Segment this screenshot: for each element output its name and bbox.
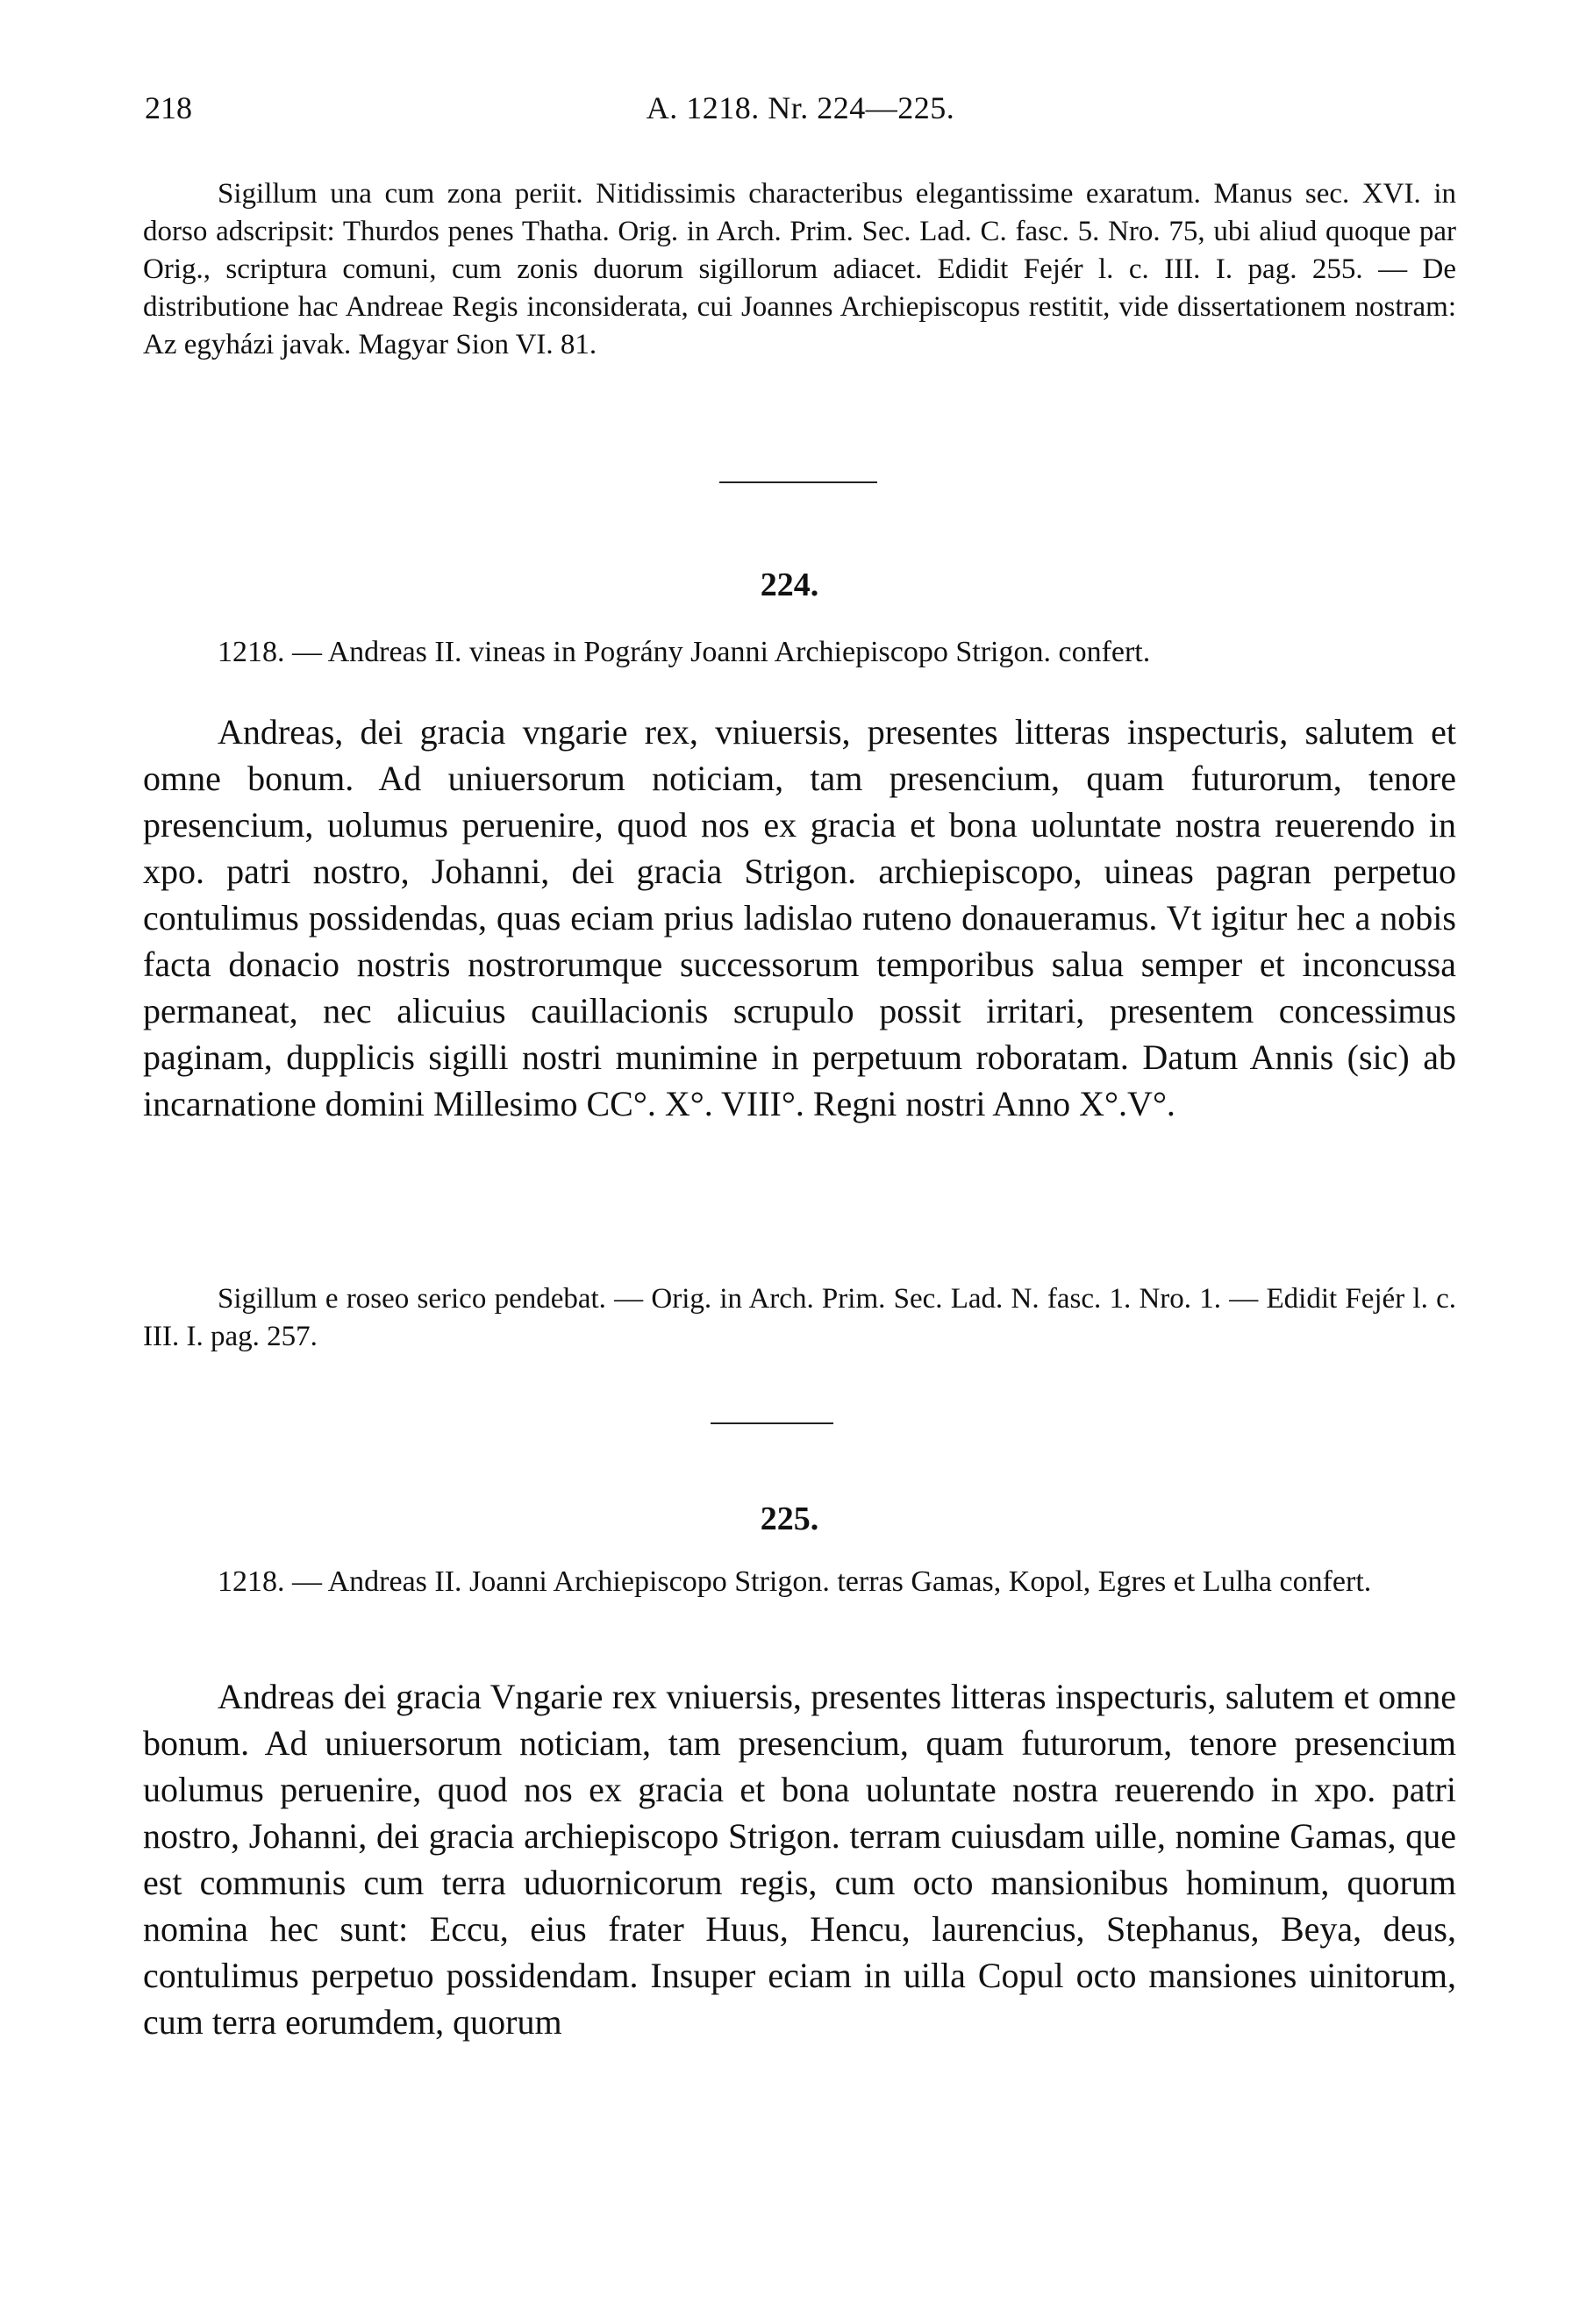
document-number-225: 225.	[760, 1501, 819, 1537]
charter-text-225: Andreas dei gracia Vngarie rex vniuersis, presentes litteras inspecturis, salutem et omne bonum. Ad uniuersorum noticiam, tam presencium, quam futurorum, tenore presencium uolumus peruenire, quod nos ex gracia et bona uoluntate nostra reuerendo in xpo. patri nostro, Johanni, dei gracia archiepiscopo Strigon. terram cuiusdam uille, nomine Gamas, que est communis cum terra uduornicorum regis, cum octo mansionibus hominum, quorum nomina hec sunt: Eccu, eius frater Huus, Hencu, laurencius, Stephanus, Beya, deus, contulimus perpetuo possidendam. Insuper eciam in uilla Copul octo mansiones uinitorum, cum terra eorumdem, quorum	[143, 1677, 1456, 2042]
document-summary-224: 1218. — Andreas II. vineas in Pográny Joanni Archiepiscopo Strigon. confert.	[218, 636, 1151, 668]
page-number: 218	[145, 90, 192, 125]
page-header	[145, 89, 1456, 133]
document-summary-225: 1218. — Andreas II. Joanni Archiepiscopo Strigon. terras Gamas, Kopol, Egres et Lulha confert.	[218, 1565, 1372, 1598]
preceding-document-note: Sigillum una cum zona periit. Nitidissimis characteribus elegantissime exaratum. Manus sec. XVI. in dorso adscripsit: Thurdos penes Thatha. Orig. in Arch. Prim. Sec. Lad. C. fasc. 5. Nro. 75, ubi aliud quoque par Orig., scriptura comuni, cum zonis duorum sigillorum adiacet. Edidit Fejér l. c. III. I. pag. 255. — De distributione hac Andreae Regis inconsiderata, cui Joannes Archiepiscopus restitit, vide dissertationem nostram: Az egyházi javak. Magyar Sion VI. 81.	[143, 178, 1456, 360]
preceding-note-block	[143, 175, 1456, 364]
document-number-224: 224.	[760, 567, 819, 603]
section-divider-2	[711, 1422, 833, 1424]
summary-225-block	[143, 1563, 1456, 1601]
charter-text-224: Andreas, dei gracia vngarie rex, vniuersis, presentes litteras inspecturis, salutem et omne bonum. Ad uniuersorum noticiam, tam presencium, quam futurorum, tenore presencium, uolumus peruenire, quod nos ex gracia et bona uoluntate nostra reuerendo in xpo. patri nostro, Johanni, dei gracia Strigon. archiepiscopo, uineas pagran perpetuo contulimus possidendas, quas eciam prius ladislao ruteno donaueramus. Vt igitur hec a nobis facta donacio nostris nostrorumque successorum temporibus salua semper et inconcussa permaneat, nec alicuius cauillacionis scrupulo possit irritari, presentem concessimus paginam, dupplicis sigilli nostri munimine in perpetuum roboratam. Datum Annis (sic) ab incarnatione domini Millesimo CC°. X°. VIII°. Regni nostri Anno X°.V°.	[143, 712, 1456, 1123]
document-note-224: Sigillum e roseo serico pendebat. — Orig. in Arch. Prim. Sec. Lad. N. fasc. 1. Nro. 1. — Edidit Fejér l. c. III. I. pag. 257.	[143, 1283, 1456, 1352]
note-224-block	[143, 1280, 1456, 1356]
summary-224-block	[143, 633, 1456, 672]
charter-text-224-block	[143, 709, 1456, 1127]
section-divider	[719, 481, 877, 483]
charter-text-225-block	[143, 1673, 1456, 2045]
running-title: A. 1218. Nr. 224—225.	[646, 90, 955, 125]
